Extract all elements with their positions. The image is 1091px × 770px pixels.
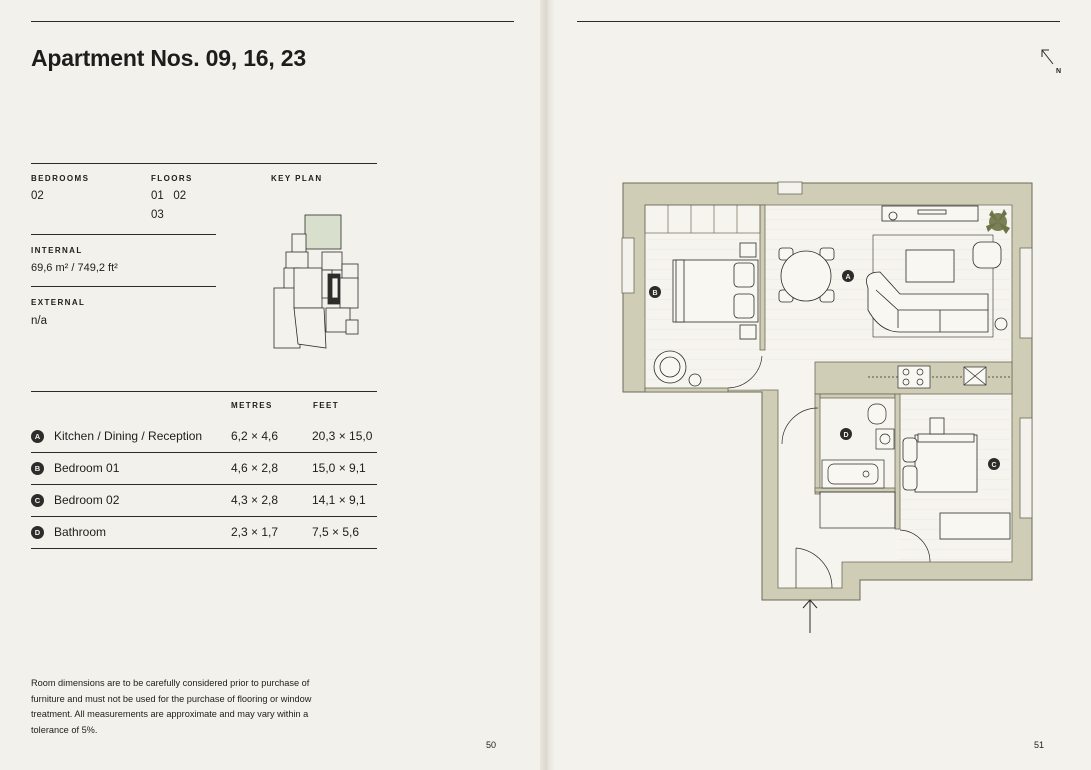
room-marker-a — [842, 270, 854, 282]
room-name: Bathroom — [54, 525, 107, 539]
disclaimer-text: Room dimensions are to be carefully considered prior to purchase of furniture and must not be used for the purchase of flooring or window treatment. All measurements are approximate and may vary within a tolerance of 5%. — [31, 678, 312, 735]
window-living — [1020, 248, 1032, 338]
external-rule — [31, 286, 216, 287]
wall-bathroom-south — [815, 488, 895, 492]
external-label: EXTERNAL — [31, 298, 86, 307]
room-metres: 4,3 × 2,8 — [231, 493, 279, 507]
floors-value-line1: 01 02 — [151, 190, 187, 202]
toilet — [868, 404, 886, 424]
coffee-table — [906, 250, 954, 282]
summary-top-rule — [31, 163, 377, 164]
room-name: Kitchen / Dining / Reception — [54, 429, 203, 443]
page-title: Apartment Nos. 09, 16, 23 — [31, 45, 306, 71]
room-feet: 15,0 × 9,1 — [312, 461, 366, 475]
floors-value-line2: 03 — [151, 209, 164, 221]
top-rule-left — [31, 21, 514, 22]
key-plan — [266, 212, 362, 352]
window-bedroom1 — [622, 238, 634, 293]
room-badge-c: C — [31, 494, 44, 507]
lamp-icon — [889, 212, 897, 220]
page-number-left: 50 — [486, 740, 497, 750]
room-badge-b: B — [31, 462, 44, 475]
keyplan-label: KEY PLAN — [271, 174, 323, 183]
wall-bathroom-east — [895, 394, 900, 529]
metres-header: METRES — [231, 401, 273, 410]
svg-text:C: C — [991, 462, 997, 469]
room-name: Bedroom 02 — [54, 493, 120, 507]
room-feet: 20,3 × 15,0 — [312, 429, 373, 443]
bedrooms-label: BEDROOMS — [31, 174, 90, 183]
hob-icon — [898, 366, 930, 388]
table-row — [31, 421, 377, 453]
wall-bathroom-north — [820, 394, 895, 398]
svg-text:B: B — [652, 290, 658, 297]
page-number-right: 51 — [1034, 740, 1045, 750]
top-rule-right — [577, 21, 1060, 22]
wall-bedroom1-east — [760, 205, 765, 350]
internal-label: INTERNAL — [31, 246, 83, 255]
table-row — [31, 517, 377, 549]
wall-bedroom1-south — [645, 388, 728, 392]
svg-text:A: A — [845, 274, 851, 281]
north-arrow-icon — [1038, 46, 1068, 78]
bedrooms-value: 02 — [31, 190, 44, 202]
feet-header: FEET — [313, 401, 340, 410]
row-divider — [31, 548, 377, 549]
room-feet: 7,5 × 5,6 — [312, 525, 360, 539]
room-metres: 2,3 × 1,7 — [231, 525, 279, 539]
window-north — [778, 182, 802, 194]
room-metres: 4,6 × 2,8 — [231, 461, 279, 475]
svg-text:D: D — [843, 432, 849, 439]
key-plan-highlight — [305, 215, 341, 249]
room-metres: 6,2 × 4,6 — [231, 429, 279, 443]
table-row — [31, 453, 377, 485]
floor-plan — [600, 170, 1060, 640]
dining-table — [779, 248, 834, 302]
table-top-rule — [31, 391, 377, 392]
tv-icon — [918, 210, 946, 214]
room-badge-a: A — [31, 430, 44, 443]
wall-bathroom-west — [815, 394, 820, 494]
window-bedroom2 — [1020, 418, 1032, 518]
room-marker-c — [988, 458, 1000, 470]
room-badge-d: D — [31, 526, 44, 539]
left-page — [0, 0, 545, 770]
external-value: n/a — [31, 315, 47, 327]
room-marker-b — [649, 286, 661, 298]
table-row — [31, 485, 377, 517]
room-marker-d — [840, 428, 852, 440]
desk-bedroom2 — [940, 513, 1010, 539]
book-spine — [540, 0, 554, 770]
internal-rule — [31, 234, 216, 235]
room-feet: 14,1 × 9,1 — [312, 493, 366, 507]
floors-label: FLOORS — [151, 174, 193, 183]
room-name: Bedroom 01 — [54, 461, 120, 475]
north-label: N — [1056, 68, 1062, 75]
internal-value: 69,6 m² / 749,2 ft² — [31, 262, 118, 274]
